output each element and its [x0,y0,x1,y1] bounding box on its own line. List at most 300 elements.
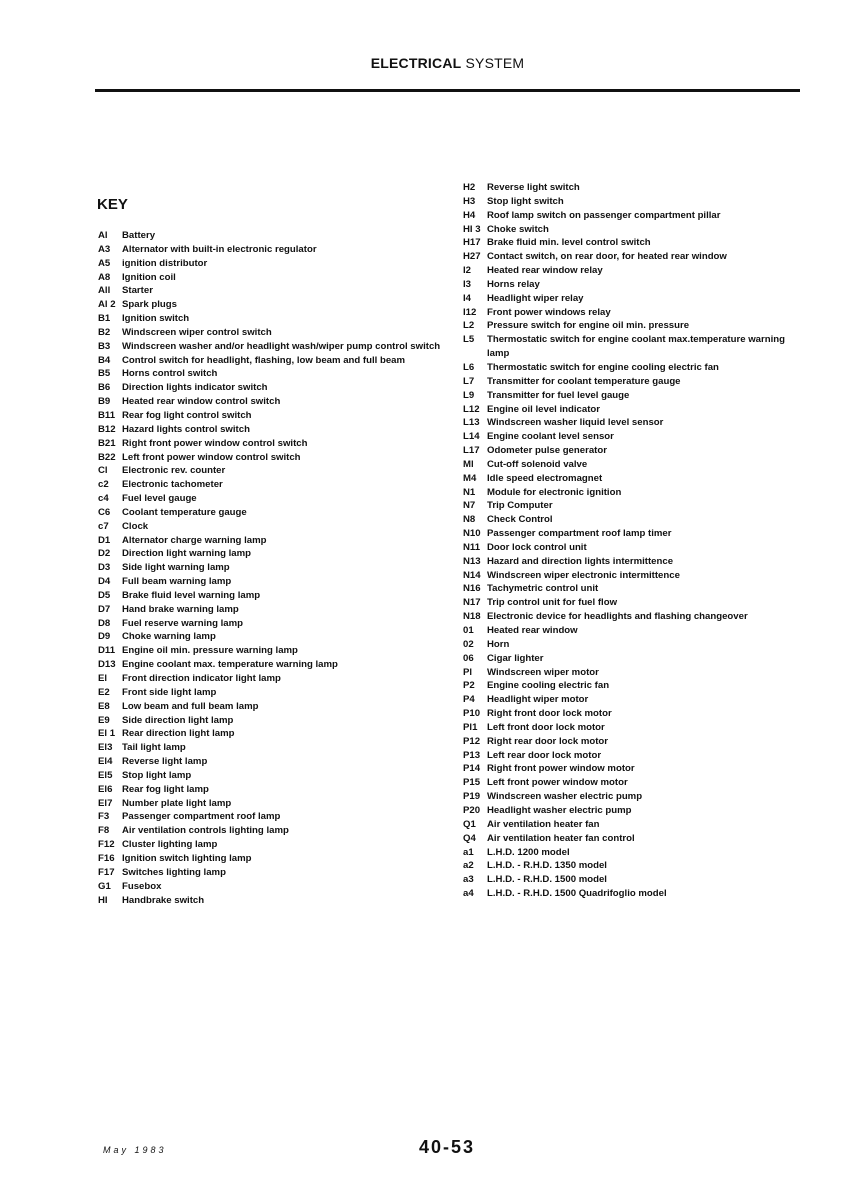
key-item-code: B9 [98,396,111,408]
key-item-text: Pressure switch for engine oil min. pressure [487,320,690,332]
key-item [98,852,443,866]
key-item-code: P19 [463,791,481,803]
key-item [463,444,808,458]
key-item-code: E8 [98,700,110,712]
key-item-code: P14 [463,763,481,775]
key-item-code: N17 [463,597,481,609]
key-item-code: B6 [98,382,111,394]
key-item [98,520,443,534]
key-item-code: Ml [463,458,474,470]
key-item-text: Ignition switch lighting lamp [122,852,252,864]
key-item-text: Thermostatic switch for engine cooling electric fan [487,361,719,373]
key-item-text: Front side light lamp [122,686,217,698]
key-item [98,769,443,783]
key-item [463,292,808,306]
key-item-text: Left front power window motor [487,777,628,789]
key-item-code: P4 [463,694,475,706]
key-item [98,257,443,271]
key-item-text: Right rear door lock motor [487,735,608,747]
key-item-code: F8 [98,825,110,837]
key-item-text: Left front door lock motor [487,721,605,733]
key-item-text: Cigar lighter [487,652,544,664]
key-item [98,451,443,465]
key-item-text: Transmitter for fuel level gauge [487,389,630,401]
key-item-code: M4 [463,472,477,484]
key-item [463,693,808,707]
key-item [463,790,808,804]
key-item-text: Tail light lamp [122,742,186,754]
key-title: KEY [97,196,128,213]
key-item [98,506,443,520]
key-item-text: Number plate light lamp [122,797,232,809]
key-item-code: H17 [463,237,481,249]
key-item-text: Windscreen wiper control switch [122,326,272,338]
key-item-code: B11 [98,409,116,421]
page-header [95,55,800,71]
key-item [98,271,443,285]
key-item [98,755,443,769]
key-item-text: Passenger compartment roof lamp timer [487,528,672,540]
key-item-text: Switches lighting lamp [122,866,226,878]
key-item-code: D8 [98,617,111,629]
key-item [463,250,808,264]
key-item-code: D2 [98,548,111,560]
key-item [463,389,808,403]
key-item [98,354,443,368]
key-item-code: P15 [463,777,481,789]
key-item [98,492,443,506]
key-item-text: Cut-off solenoid valve [487,458,588,470]
key-item-code: Pl1 [463,721,478,733]
key-item-code: I12 [463,306,477,318]
key-item [463,679,808,693]
key-item [463,804,808,818]
key-item [98,367,443,381]
key-item [463,472,808,486]
key-item [98,672,443,686]
key-item-code: D7 [98,603,111,615]
key-item-code: El6 [98,783,113,795]
key-item-text: Air ventilation heater fan control [487,832,635,844]
header-title-bold: ELECTRICAL [370,55,462,71]
key-item-text: Headlight wiper motor [487,694,589,706]
key-item [98,478,443,492]
key-item-text: Ignition coil [122,271,176,283]
key-item-text: L.H.D. - R.H.D. 1350 model [487,860,607,872]
key-item-text: Engine oil min. pressure warning lamp [122,645,298,657]
key-item-code: 02 [463,638,474,650]
key-item-code: a2 [463,860,474,872]
key-item-code: El5 [98,769,113,781]
key-item-text: Right front power window control switch [122,437,308,449]
key-item-text: Idle speed electromagnet [487,472,603,484]
key-item-text: Brake fluid min. level control switch [487,237,651,249]
key-item-text: Direction light warning lamp [122,548,251,560]
key-item [98,838,443,852]
key-item-text: Side direction light lamp [122,714,234,726]
key-item-text: Door lock control unit [487,541,587,553]
key-item-code: c7 [98,520,109,532]
key-item-text: ignition distributor [122,257,208,269]
key-item-code: B1 [98,313,111,325]
key-item-code: N1 [463,486,476,498]
key-item-code: a1 [463,846,474,858]
key-list-right [463,181,808,901]
key-item-text: Left front power window control switch [122,451,301,463]
key-item-code: N14 [463,569,481,581]
key-item-code: D9 [98,631,111,643]
key-item [98,797,443,811]
key-item-code: F17 [98,866,115,878]
key-item [463,278,808,292]
key-item-text: Battery [122,230,156,241]
key-item-code: L2 [463,320,475,332]
key-item [98,298,443,312]
key-item [463,403,808,417]
key-item-code: D4 [98,576,111,588]
key-item-text: Headlight wiper relay [487,292,584,304]
key-item-code: a4 [463,888,474,900]
key-item-code: D13 [98,659,116,671]
key-item [98,714,443,728]
key-item-code: P10 [463,708,481,720]
key-item [463,236,808,250]
key-item-text: Choke warning lamp [122,631,216,643]
key-item-code: N13 [463,555,481,567]
key-item-code: B22 [98,451,116,463]
key-item-code: El7 [98,797,113,809]
header-rule [95,89,800,92]
key-item [98,617,443,631]
key-item-code: B2 [98,326,111,338]
key-item [98,561,443,575]
key-item-text: Handbrake switch [122,894,205,906]
key-item-code: H27 [463,251,481,263]
key-item-text: Electronic device for headlights and flashing changeover [487,611,748,623]
key-item [463,333,808,361]
key-item-text: Hand brake warning lamp [122,603,239,615]
key-item-code: Q1 [463,818,476,830]
key-item-code: HI [98,894,108,906]
key-item-code: L12 [463,403,480,415]
key-item-text: Trip Computer [487,500,553,512]
key-item [98,381,443,395]
key-item-code: F12 [98,839,115,851]
key-item-text: Left rear door lock motor [487,749,602,761]
key-item-code: A3 [98,243,111,255]
key-item-text: Brake fluid level warning lamp [122,589,261,601]
key-item [98,312,443,326]
header-title-rest: SYSTEM [461,55,525,71]
key-item [463,846,808,860]
key-item-text: Coolant temperature gauge [122,506,247,518]
key-item-code: P2 [463,680,475,692]
key-item-text: Heated rear window relay [487,265,603,277]
key-item-code: 06 [463,652,474,664]
key-item-code: P12 [463,735,481,747]
key-item-code: c4 [98,493,109,505]
key-item-text: Engine oil level indicator [487,403,601,415]
key-item-code: D1 [98,534,111,546]
key-item [463,361,808,375]
key-item-code: F3 [98,811,110,823]
key-item-text: Side light warning lamp [122,562,230,574]
key-item [463,666,808,680]
key-item-text: Tachymetric control unit [487,583,599,595]
key-item [463,223,808,237]
key-item-code: E9 [98,714,110,726]
key-item-text: Control switch for headlight, flashing, low beam and full beam [122,354,406,366]
key-item [98,243,443,257]
key-item-text: Windscreen washer and/or headlight wash/wiper pump control switch [122,340,441,352]
key-item-text: Stop light switch [487,195,564,207]
key-item-code: A8 [98,271,111,283]
key-item-code: El3 [98,742,113,754]
key-item-code: Cl [98,465,108,477]
key-item-text: Check Control [487,514,553,526]
key-item-code: B21 [98,437,116,449]
key-item-text: Right front power window motor [487,763,635,775]
key-item-code: N7 [463,500,476,512]
key-item [463,859,808,873]
key-item [98,630,443,644]
key-item [463,624,808,638]
key-item-code: H3 [463,195,476,207]
key-item [98,423,443,437]
key-item-text: Hazard lights control switch [122,423,250,435]
key-item-text: L.H.D. - R.H.D. 1500 model [487,874,607,886]
key-item [98,547,443,561]
key-item-text: Fuel level gauge [122,493,197,505]
key-item-code: N11 [463,541,481,553]
key-item-text: Front power windows relay [487,306,611,318]
key-item [463,735,808,749]
key-item-text: Headlight washer electric pump [487,804,632,816]
key-item-text: Horns relay [487,278,540,290]
key-list-left [98,229,443,907]
key-item [463,209,808,223]
key-item-code: L17 [463,445,480,457]
key-item-text: Hazard and direction lights intermittence [487,555,674,567]
key-item [463,596,808,610]
key-item [98,824,443,838]
key-item [463,430,808,444]
key-item-text: Roof lamp switch on passenger compartment pillar [487,209,721,221]
key-item [463,513,808,527]
key-item-code: c2 [98,479,109,491]
key-item-text: Starter [122,285,153,297]
key-item-code: L5 [463,334,475,346]
key-item-text: Spark plugs [122,299,177,311]
key-item-text: L.H.D. - R.H.D. 1500 Quadrifoglio model [487,888,667,900]
key-item-text: Direction lights indicator switch [122,382,268,394]
key-item [463,762,808,776]
key-item-code: B3 [98,340,111,352]
key-item-code: I3 [463,278,472,290]
key-item-text: Choke switch [487,223,549,235]
key-item [98,437,443,451]
key-item-code: L6 [463,361,475,373]
key-item-text: Odometer pulse generator [487,445,607,457]
key-item [98,810,443,824]
key-item [463,638,808,652]
key-item [98,589,443,603]
key-item-text: Air ventilation heater fan [487,818,600,830]
key-item [98,686,443,700]
key-item-text: Reverse light lamp [122,756,208,768]
key-item-text: Windscreen washer liquid level sensor [487,417,664,429]
key-item [98,866,443,880]
key-item [463,486,808,500]
key-item-text: Windscreen washer electric pump [487,791,643,803]
key-item-text: Fusebox [122,880,162,892]
key-item [463,721,808,735]
key-item-text: Rear fog light lamp [122,783,209,795]
key-item [98,409,443,423]
key-item-code: El 1 [98,728,116,740]
key-item-code: F16 [98,852,115,864]
footer-date: May 1983 [103,1145,167,1155]
key-item [463,818,808,832]
key-item-code: P20 [463,804,481,816]
key-item-code: D5 [98,589,111,601]
key-item-code: L14 [463,431,480,443]
key-item [463,555,808,569]
key-item-text: Alternator with built-in electronic regulator [122,243,317,255]
key-item [463,319,808,333]
key-item-text: Windscreen wiper motor [487,666,599,678]
key-item [463,499,808,513]
key-item-code: E2 [98,686,110,698]
key-item-code: H4 [463,209,476,221]
key-item [98,894,443,908]
key-item [463,541,808,555]
key-item-code: Al 2 [98,299,116,311]
key-item-code: a3 [463,874,474,886]
key-item [98,575,443,589]
key-item-text: L.H.D. 1200 model [487,846,570,858]
key-item-text: Right front door lock motor [487,708,612,720]
key-item [98,534,443,548]
key-item [463,458,808,472]
key-item [98,340,443,354]
key-item [98,284,443,298]
key-item-text: Passenger compartment roof lamp [122,811,281,823]
key-item-text: Heated rear window [487,625,578,636]
page-number: 40-53 [419,1137,476,1157]
key-item-text: Fuel reserve warning lamp [122,617,244,629]
key-item-code: All [98,285,111,297]
key-item [463,776,808,790]
key-item-text: Alternator charge warning lamp [122,534,267,546]
key-item [463,582,808,596]
key-item-text: Transmitter for coolant temperature gauge [487,375,681,387]
key-item-code: D3 [98,562,111,574]
key-item [463,707,808,721]
key-item-text: Cluster lighting lamp [122,839,218,851]
key-item-text: Horns control switch [122,368,218,380]
key-item-code: D11 [98,645,116,657]
key-item [98,741,443,755]
key-item-text: Heated rear window control switch [122,396,281,408]
key-item-text: Horn [487,638,510,650]
key-item-text: Engine cooling electric fan [487,680,610,692]
key-item-code: N10 [463,528,481,540]
key-item [98,326,443,340]
key-item-text: Reverse light switch [487,182,580,193]
key-item-code: B4 [98,354,111,366]
key-item-text: Thermostatic switch for engine coolant max.temperature warning lamp [487,334,786,360]
key-item-code: L9 [463,389,475,401]
key-item-code: HI 3 [463,223,481,235]
key-item-code: B12 [98,423,116,435]
key-item [98,727,443,741]
key-item-code: B5 [98,368,111,380]
key-item [463,195,808,209]
key-item-text: Stop light lamp [122,769,192,781]
key-item [463,264,808,278]
key-item [463,306,808,320]
key-item-code: L7 [463,375,475,387]
key-item [463,569,808,583]
key-item [98,603,443,617]
key-item-code: Q4 [463,832,476,844]
key-item-text: Contact switch, on rear door, for heated rear window [487,251,727,263]
key-item [463,887,808,901]
key-item [463,610,808,624]
key-item-text: Rear fog light control switch [122,409,252,421]
key-item [98,395,443,409]
key-item [98,783,443,797]
key-item-text: Low beam and full beam lamp [122,700,259,712]
key-item-text: Front direction indicator light lamp [122,673,281,684]
key-item [463,832,808,846]
key-item-code: A5 [98,257,111,269]
key-item-code: N8 [463,514,476,526]
key-item-text: Clock [122,520,149,532]
key-item [463,527,808,541]
key-item [98,880,443,894]
key-item-code: El [98,673,108,684]
key-item [98,700,443,714]
key-item-code: Al [98,230,108,241]
key-item-text: Ignition switch [122,313,190,325]
key-item-text: Module for electronic ignition [487,486,622,498]
key-item [98,464,443,478]
key-item-code: 01 [463,625,474,636]
key-item-text: Engine coolant max. temperature warning lamp [122,659,338,671]
key-item-code: N16 [463,583,481,595]
key-item-code: I2 [463,265,472,277]
key-item [463,652,808,666]
key-item [98,229,443,243]
key-item-code: H2 [463,182,476,193]
key-item-text: Air ventilation controls lighting lamp [122,825,289,837]
key-item-code: Pl [463,666,473,678]
key-item-text: Electronic tachometer [122,479,223,491]
key-item [98,658,443,672]
key-item-text: Full beam warning lamp [122,576,232,588]
key-item-code: C6 [98,506,111,518]
key-item [463,749,808,763]
key-item-text: Rear direction light lamp [122,728,235,740]
key-item-text: Engine coolant level sensor [487,431,614,443]
key-item-text: Trip control unit for fuel flow [487,597,618,609]
key-item [463,181,808,195]
key-item [463,873,808,887]
key-item-code: I4 [463,292,472,304]
key-item [463,375,808,389]
